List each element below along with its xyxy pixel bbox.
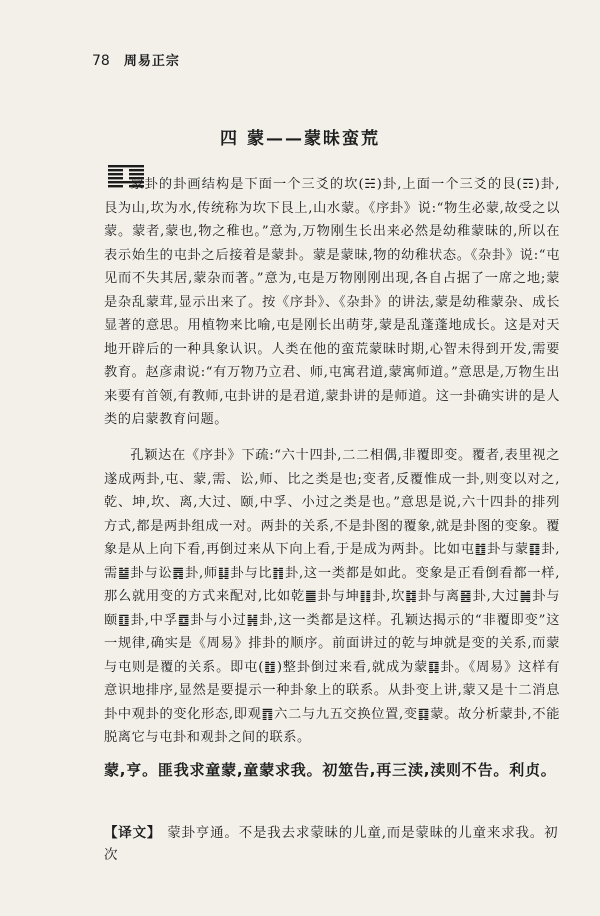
translation-text: 蒙卦亨通。不是我去求蒙昧的儿童,而是蒙昧的儿童来求我。初次	[104, 825, 559, 863]
translation-label: 【译文】	[104, 825, 162, 841]
book-title: 周易正宗	[123, 54, 180, 69]
page-number: 78	[92, 53, 110, 69]
translation	[104, 822, 564, 866]
classic-text: 蒙,亨。匪我求童蒙,童蒙求我。初筮告,再三渎,渎则不告。利贞。	[104, 761, 557, 779]
paragraph-kong-yingda: 孔颖达在《序卦》下疏:“六十四卦,二二相偶,非覆即变。覆者,表里视之遂成两卦,屯、蒙,需、讼,师、比之类是也;变者,反覆惟成一卦,则变以对之,乾、坤,坎、离,大过、颐,中孚、小过之类是也。”意思是说,六十四卦的排列方式,都是两卦组成一对。两卦的关系,不是卦图的覆象,就是卦图的变象。覆象是从上向下看,再倒过来从下向上看,于是成为两卦。比如屯䷂卦与蒙䷃卦,需䷄卦与讼䷅卦,师䷆卦与比䷇卦,这一类都是如此。变象是正看倒看都一样,那么就用变的方式来配对,比如乾䷀卦与坤䷁卦,坎䷜卦与离䷝卦,大过䷛卦与颐䷚卦,中孚䷼卦与小过䷽卦,这一类都是这样。孔颖达揭示的“非覆即变”这一规律,确实是《周易》排卦的顺序。前面讲过的乾与坤就是变的关系,而蒙与屯则是覆的关系。即屯(䷂)整卦倒过来看,就成为蒙䷃卦。《周易》这样有意识地排序,显然是要提示一种卦象上的联系。从卦变上讲,蒙又是十二消息卦中观卦的变化形态,即观䷓六二与九五交换位置,变䷃蒙。故分析蒙卦,不能脱离它与屯卦和观卦之间的联系。	[104, 448, 560, 745]
paragraph-structure: 蒙卦的卦画结构是下面一个三爻的坎(☵)卦,上面一个三爻的艮(☶)卦,艮为山,坎为水,传统称为坎下艮上,山水蒙。《序卦》说:“物生必蒙,故受之以蒙。蒙者,蒙也,物之稚也。”意为,万物刚生长出来必然是幼稚蒙昧的,所以在表示始生的屯卦之后接着是蒙卦。蒙是蒙昧,物的幼稚状态。《杂卦》说:“屯见而不失其居,蒙杂而著。”意为,屯是万物刚刚出现,各自占据了一席之地;蒙是杂乱蒙茸,显示出来了。按《序卦》、《杂卦》的讲法,蒙是幼稚蒙杂、成长显著的意思。用植物来比喻,屯是刚长出萌芽,蒙是乱蓬蓬地成长。这是对天地开辟后的一种具象认识。人类在他的蛮荒蒙昧时期,心智未得到开发,需要教育。赵彦肃说:“有万物乃立君、师,屯寓君道,蒙寓师道。”意思是,万物生出来要有首领,有教师,屯卦讲的是君道,蒙卦讲的是师道。这一卦确实讲的是人类的启蒙教育问题。	[104, 177, 560, 427]
chapter-title: 四 蒙——蒙昧蛮荒	[220, 129, 380, 149]
running-head	[92, 50, 552, 72]
